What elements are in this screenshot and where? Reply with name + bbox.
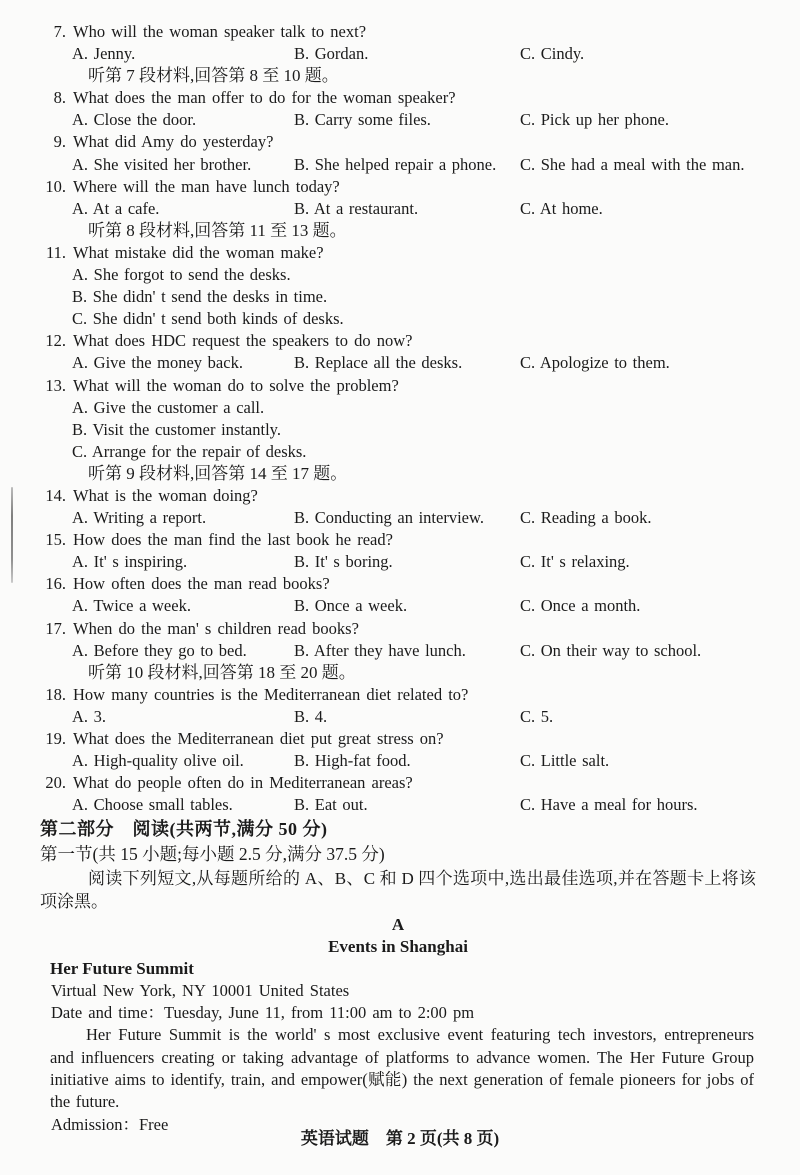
question-15 xyxy=(40,529,756,551)
option: C. She had a meal with the man. xyxy=(520,154,745,174)
option: B. Eat out. xyxy=(294,795,368,815)
passage-title: Events in Shanghai xyxy=(328,937,468,957)
question-number: 9. xyxy=(53,132,66,152)
option: C. It' s relaxing. xyxy=(520,552,630,572)
options-row xyxy=(40,750,756,772)
options-row xyxy=(40,352,756,374)
question-number: 11. xyxy=(45,242,66,262)
question-10 xyxy=(40,176,756,198)
option: A. 3. xyxy=(72,706,107,726)
option: B. Gordan. xyxy=(294,44,369,64)
option: C. Cindy. xyxy=(520,44,585,64)
option: B. Visit the customer instantly. xyxy=(72,419,281,439)
option: A. It' s inspiring. xyxy=(72,552,188,572)
event-datetime: Date and time：Tuesday, June 11, from 11:00 am to 2:00 pm xyxy=(51,1003,475,1023)
option: A. Writing a report. xyxy=(72,508,207,528)
option: A. High-quality olive oil. xyxy=(72,751,244,771)
option: A. She forgot to send the desks. xyxy=(72,265,291,285)
section1-header: 第一节(共 15 小题;每小题 2.5 分,满分 37.5 分) xyxy=(40,844,385,865)
question-17 xyxy=(40,618,756,640)
option: B. Conducting an interview. xyxy=(294,508,484,528)
question-text: How does the man find the last book he read? xyxy=(73,530,393,550)
option: B. High-fat food. xyxy=(294,751,411,771)
option: A. Give the customer a call. xyxy=(72,397,265,417)
question-number: 15. xyxy=(45,530,66,550)
question-number: 12. xyxy=(45,331,66,351)
option: B. 4. xyxy=(294,706,328,726)
event-description: Her Future Summit is the world' s most exclusive event featuring tech investors, entrepreneurs and influencers creating or taking advantage of platforms to advance women. The Her Future Group initiative aims to identify, train, and empower(赋能) the next generation of female pioneers for jobs of the future. xyxy=(50,1025,754,1112)
event-admission: Admission：Free xyxy=(51,1114,169,1134)
listen-instruction: 听第 10 段材料,回答第 18 至 20 题。 xyxy=(88,662,356,682)
options-row xyxy=(40,109,756,131)
question-number: 17. xyxy=(45,618,66,638)
option: B. After they have lunch. xyxy=(294,640,466,660)
options-row xyxy=(40,551,756,573)
question-text: Where will the man have lunch today? xyxy=(73,176,340,196)
option: A. Twice a week. xyxy=(72,596,191,616)
reading-instructions: 阅读下列短文,从每题所给的 A、B、C 和 D 四个选项中,选出最佳选项,并在答题卡上将该项涂黑。 xyxy=(40,869,756,912)
option: A. Jenny. xyxy=(72,44,136,64)
option: C. At home. xyxy=(520,198,603,218)
question-text: When do the man' s children read books? xyxy=(73,618,359,638)
listen-instruction: 听第 8 段材料,回答第 11 至 13 题。 xyxy=(88,220,347,240)
question-text: What does the man offer to do for the woman speaker? xyxy=(73,88,456,108)
option: A. Before they go to bed. xyxy=(72,640,247,660)
option: B. It' s boring. xyxy=(294,552,393,572)
question-18 xyxy=(40,684,756,706)
question-text: What does the Mediterranean diet put great stress on? xyxy=(73,729,444,748)
option: B. Replace all the desks. xyxy=(294,353,463,373)
option: A. Close the door. xyxy=(72,110,197,130)
question-text: How often does the man read books? xyxy=(73,574,330,594)
option: B. She helped repair a phone. xyxy=(294,154,497,174)
scan-artifact-line xyxy=(11,487,13,583)
question-text: What will the woman do to solve the problem? xyxy=(73,375,399,395)
options-row xyxy=(40,706,756,728)
question-7 xyxy=(40,21,756,43)
listening-section xyxy=(40,21,756,816)
question-9 xyxy=(40,131,756,153)
question-text: What is the woman doing? xyxy=(73,485,258,505)
question-19 xyxy=(40,728,756,750)
question-14 xyxy=(40,485,756,507)
passage-label: A xyxy=(391,915,405,935)
question-text: What do people often do in Mediterranean areas? xyxy=(73,773,413,793)
options-row xyxy=(40,595,756,617)
reading-section xyxy=(40,817,756,1135)
question-8 xyxy=(40,87,756,109)
option: C. On their way to school. xyxy=(520,640,702,660)
options-row xyxy=(40,43,756,65)
question-text: How many countries is the Mediterranean diet related to? xyxy=(73,684,469,704)
page-footer: 英语试题 第 2 页(共 8 页) xyxy=(300,1129,500,1148)
question-20 xyxy=(40,772,756,794)
question-text: Who will the woman speaker talk to next? xyxy=(73,22,367,41)
option: C. 5. xyxy=(520,706,554,726)
question-number: 16. xyxy=(45,574,66,594)
listen-instruction: 听第 9 段材料,回答第 14 至 17 题。 xyxy=(88,463,348,483)
options-row xyxy=(40,507,756,529)
option: B. At a restaurant. xyxy=(294,198,419,218)
question-11 xyxy=(40,242,756,264)
option: C. Apologize to them. xyxy=(520,353,670,373)
question-12 xyxy=(40,330,756,352)
question-number: 19. xyxy=(45,729,66,748)
question-text: What does HDC request the speakers to do now? xyxy=(73,331,413,351)
question-number: 14. xyxy=(45,485,66,505)
option: C. Pick up her phone. xyxy=(520,110,669,130)
option: C. Arrange for the repair of desks. xyxy=(72,441,307,461)
options-row xyxy=(40,794,756,816)
options-stack xyxy=(40,397,756,463)
question-text: What did Amy do yesterday? xyxy=(73,132,274,152)
question-number: 8. xyxy=(53,88,66,108)
option: A. At a cafe. xyxy=(72,198,160,218)
options-row xyxy=(40,198,756,220)
option: B. Carry some files. xyxy=(294,110,431,130)
question-number: 7. xyxy=(53,22,66,41)
option: C. She didn' t send both kinds of desks. xyxy=(72,309,344,329)
option: C. Once a month. xyxy=(520,596,641,616)
option: B. Once a week. xyxy=(294,596,408,616)
question-number: 20. xyxy=(45,773,66,793)
question-13 xyxy=(40,375,756,397)
event-name: Her Future Summit xyxy=(50,959,194,979)
option: A. Choose small tables. xyxy=(72,795,233,815)
event-venue: Virtual New York, NY 10001 United States xyxy=(51,981,350,1001)
question-number: 10. xyxy=(45,176,66,196)
option: C. Reading a book. xyxy=(520,508,652,528)
part2-header: 第二部分 阅读(共两节,满分 50 分) xyxy=(40,819,328,840)
option: C. Little salt. xyxy=(520,751,610,771)
question-text: What mistake did the woman make? xyxy=(73,242,324,262)
question-number: 18. xyxy=(45,684,66,704)
option: A. Give the money back. xyxy=(72,353,243,373)
option: C. Have a meal for hours. xyxy=(520,795,698,815)
option: B. She didn' t send the desks in time. xyxy=(72,287,328,307)
question-number: 13. xyxy=(45,375,66,395)
options-row xyxy=(40,640,756,662)
question-16 xyxy=(40,573,756,595)
options-row xyxy=(40,154,756,176)
option: A. She visited her brother. xyxy=(72,154,252,174)
options-stack xyxy=(40,264,756,330)
listen-instruction: 听第 7 段材料,回答第 8 至 10 题。 xyxy=(88,66,339,86)
